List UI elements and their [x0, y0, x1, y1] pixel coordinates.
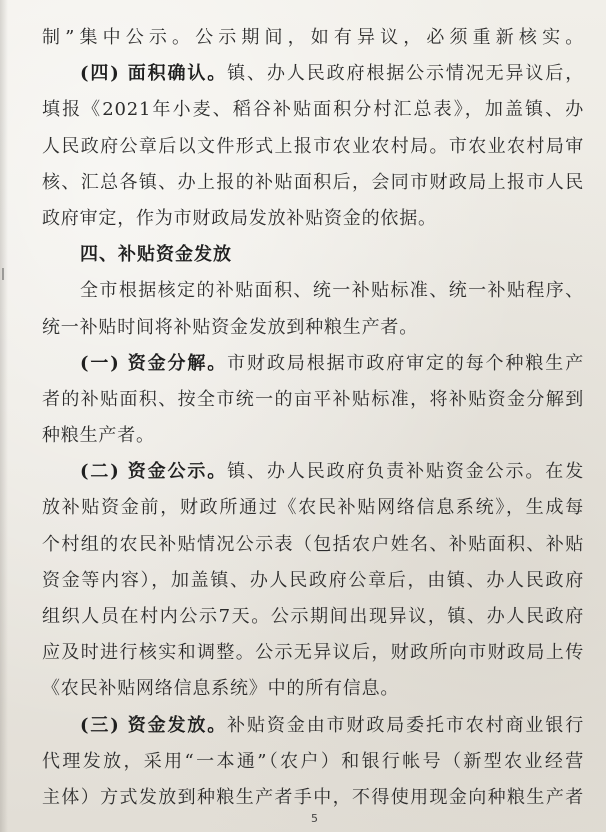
text-line: 资金等内容），加盖镇、办人民政府公章后，由镇、办人民政府	[42, 569, 584, 591]
subsection-heading: (四) 面积确认。	[80, 63, 228, 85]
text-line: 填报《2021年小麦、稻谷补贴面积分村汇总表》，加盖镇、办	[42, 99, 584, 121]
text-line: 代理发放，采用“一本通”（农户）和银行帐号（新型农业经营	[42, 750, 584, 772]
paragraph-line	[42, 346, 584, 382]
margin-mark	[2, 268, 4, 280]
text-line: 人民政府公章后以文件形式上报市农业农村局。市农业农村局审	[42, 135, 584, 157]
text-line: 制”集中公示。公示期间，如有异议，必须重新核实。	[42, 27, 584, 48]
text-line: 核、汇总各镇、办上报的补贴面积后，会同市财政局上报市人民	[42, 171, 584, 193]
text-line: 者的补贴面积、按全市统一的亩平补贴标准，将补贴资金分解到	[42, 388, 584, 410]
subsection-heading: (二) 资金公示。	[80, 461, 228, 483]
paragraph-line	[42, 454, 584, 490]
text-line: 全市根据核定的补贴面积、统一补贴标准、统一补贴程序、	[80, 280, 584, 302]
text-line: 《农民补贴网络信息系统》中的所有信息。	[42, 678, 400, 700]
text-run: 镇、办人民政府负责补贴资金公示。在发	[227, 461, 584, 483]
text-run: 市财政局根据市政府审定的每个种粮生产	[227, 352, 584, 374]
text-run: 镇、办人民政府根据公示情况无异议后，	[227, 63, 584, 85]
paragraph-line	[42, 708, 584, 744]
subsection-heading: (一) 资金分解。	[80, 352, 228, 374]
subsection-heading: (三) 资金发放。	[80, 714, 228, 736]
text-line: 统一补贴时间将补贴资金发放到种粮生产者。	[42, 316, 418, 338]
text-run: 补贴资金由市财政局委托市农村商业银行	[227, 714, 584, 736]
text-line: 放补贴资金前，财政所通过《农民补贴网络信息系统》，生成每	[42, 497, 584, 519]
document-body	[42, 20, 584, 816]
text-line: 政府审定，作为市财政局发放补贴资金的依据。	[42, 207, 437, 229]
text-line: 组织人员在村内公示7天。公示期间出现异议，镇、办人民政府	[42, 606, 584, 627]
text-line: 个村组的农民补贴情况公示表（包括农户姓名、补贴面积、补贴	[42, 533, 584, 555]
page-edge-shadow	[0, 0, 8, 832]
section-heading: 四、补贴资金发放	[80, 244, 232, 266]
text-line: 种粮生产者。	[42, 425, 155, 447]
paragraph-line	[42, 56, 584, 92]
page-number: 5	[311, 812, 318, 825]
text-line: 主体）方式发放到种粮生产者手中，不得使用现金向种粮生产者	[42, 786, 584, 808]
text-line: 应及时进行核实和调整。公示无异议后，财政所向市财政局上传	[42, 642, 584, 664]
